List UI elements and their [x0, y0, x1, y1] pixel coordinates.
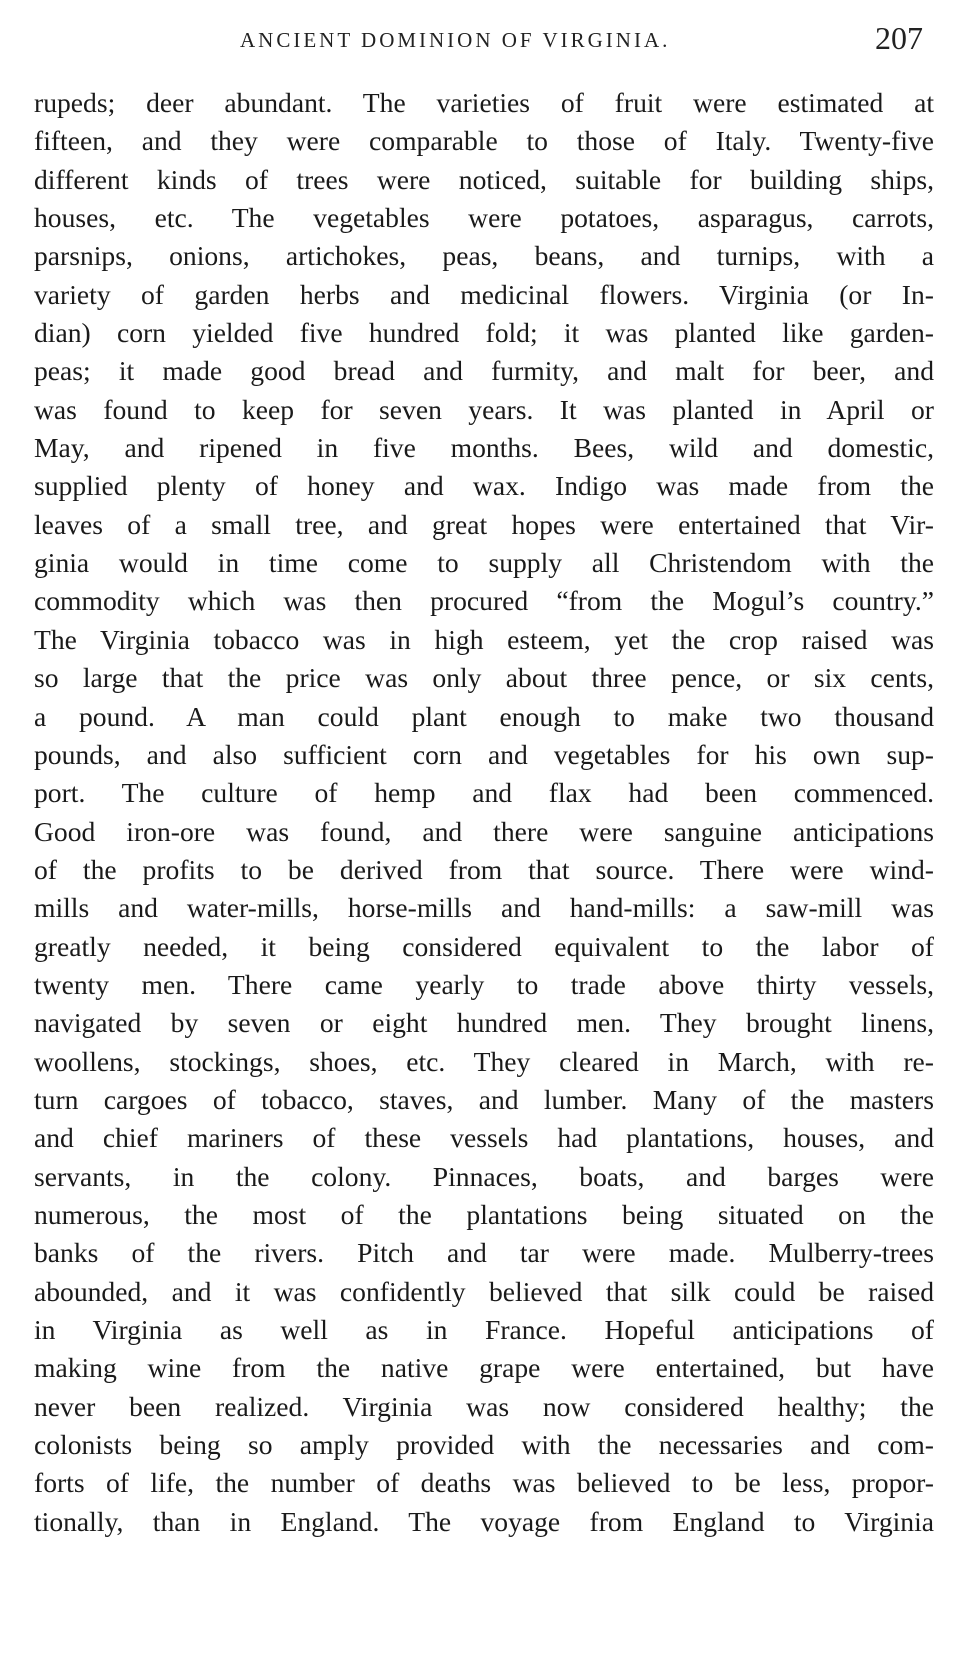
text-line: twenty men. There came yearly to trade above thirty vessels, — [34, 968, 934, 1000]
text-line: banks of the rivers. Pitch and tar were made. Mulberry-trees — [34, 1237, 934, 1269]
page-number: 207 — [875, 20, 923, 56]
body-text — [34, 84, 934, 1541]
text-line: peas; it made good bread and furmity, and malt for beer, and — [34, 355, 934, 387]
text-line: in Virginia as well as in France. Hopeful anticipations of — [34, 1314, 934, 1345]
text-line: The Virginia tobacco was in high esteem, yet the crop raised was — [34, 623, 934, 655]
text-line: dian) corn yielded five hundred fold; it was planted like garden- — [34, 317, 934, 349]
text-line: parsnips, onions, artichokes, peas, beans, and turnips, with a — [34, 240, 934, 272]
text-line: colonists being so amply provided with the necessaries and com- — [34, 1429, 934, 1461]
text-line: ginia would in time come to supply all Christendom with the — [34, 547, 934, 579]
text-line: numerous, the most of the plantations being situated on the — [34, 1198, 934, 1230]
text-line: turn cargoes of tobacco, staves, and lumber. Many of the masters — [34, 1083, 934, 1115]
text-line: was found to keep for seven years. It was planted in April or — [34, 393, 934, 425]
text-line: rupeds; deer abundant. The varieties of fruit were estimated at — [34, 87, 934, 118]
text-line: Good iron-ore was found, and there were sanguine anticipations — [34, 815, 934, 847]
running-title: ANCIENT DOMINION OF VIRGINIA. — [240, 28, 671, 52]
text-line: fifteen, and they were comparable to those of Italy. Twenty-five — [34, 125, 934, 157]
text-line: port. The culture of hemp and flax had been commenced. — [34, 777, 934, 809]
text-line: so large that the price was only about three pence, or six cents, — [34, 662, 934, 694]
text-line: forts of life, the number of deaths was believed to be less, propor- — [34, 1467, 934, 1499]
text-line: commodity which was then procured “from the Mogul’s country.” — [34, 585, 934, 617]
text-line: greatly needed, it being considered equivalent to the labor of — [34, 930, 934, 962]
text-line: abounded, and it was confidently believed that silk could be raised — [34, 1275, 934, 1307]
text-line: of the profits to be derived from that source. There were wind- — [34, 853, 934, 885]
text-line: different kinds of trees were noticed, suitable for building ships, — [34, 163, 934, 195]
text-line: tionally, than in England. The voyage from England to Virginia — [34, 1505, 934, 1537]
text-line: woollens, stockings, shoes, etc. They cleared in March, with re- — [34, 1045, 934, 1077]
text-line: navigated by seven or eight hundred men. They brought linens, — [34, 1007, 934, 1039]
text-line: pounds, and also sufficient corn and vegetables for his own sup- — [34, 738, 934, 770]
text-line: a pound. A man could plant enough to make two thousand — [34, 700, 934, 732]
text-line: mills and water-mills, horse-mills and hand-mills: a saw-mill was — [34, 892, 934, 924]
text-line: May, and ripened in five months. Bees, wild and domestic, — [34, 432, 934, 464]
text-line: houses, etc. The vegetables were potatoes, asparagus, carrots, — [34, 202, 934, 234]
text-line: servants, in the colony. Pinnaces, boats, and barges were — [34, 1160, 934, 1192]
text-line: variety of garden herbs and medicinal flowers. Virginia (or In- — [34, 278, 934, 310]
text-line: and chief mariners of these vessels had plantations, houses, and — [34, 1122, 934, 1154]
text-line: supplied plenty of honey and wax. Indigo was made from the — [34, 470, 934, 502]
text-line: never been realized. Virginia was now considered healthy; the — [34, 1390, 934, 1422]
text-line: making wine from the native grape were entertained, but have — [34, 1352, 934, 1384]
text-line: leaves of a small tree, and great hopes were entertained that Vir- — [34, 508, 934, 540]
